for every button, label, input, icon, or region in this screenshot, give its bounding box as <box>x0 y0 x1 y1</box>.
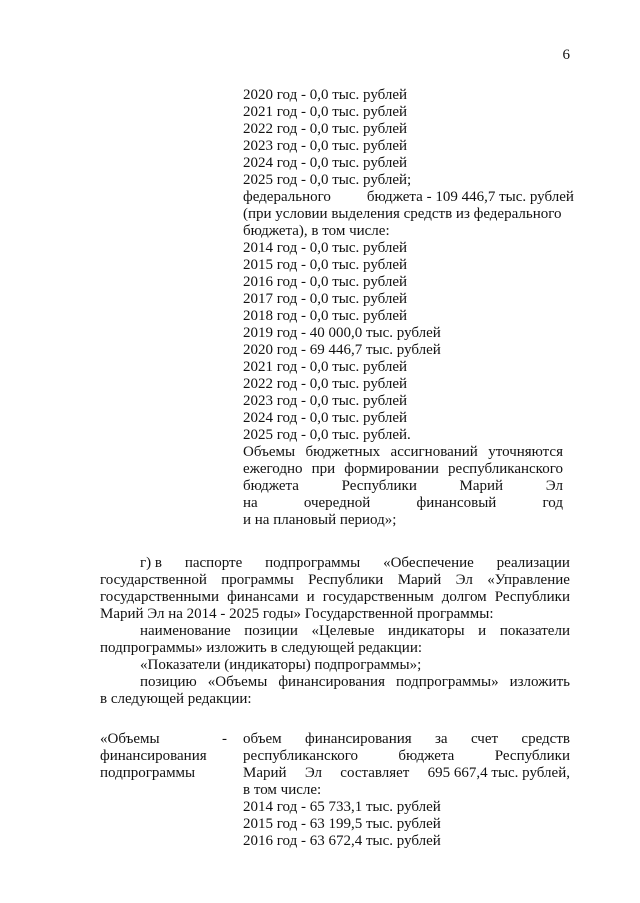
paragraph-line: «Показатели (индикаторы) подпрограммы»; <box>140 657 422 673</box>
note-line: бюджета Республики Марий Эл <box>243 478 563 494</box>
paragraph-line: позицию «Объемы финансирования подпрограммы» изложить <box>140 674 570 690</box>
list-item: 2020 год - 69 446,7 тыс. рублей <box>243 342 441 358</box>
top-year-list <box>243 87 574 529</box>
list-item: 2019 год - 40 000,0 тыс. рублей <box>243 325 441 341</box>
list-item: 2023 год - 0,0 тыс. рублей <box>243 138 408 154</box>
note-line: ежегодно при формировании республиканского <box>243 461 563 477</box>
list-item: 2017 год - 0,0 тыс. рублей <box>243 291 408 307</box>
list-item: 2025 год - 0,0 тыс. рублей; <box>243 172 412 188</box>
list-item: 2015 год - 0,0 тыс. рублей <box>243 257 408 273</box>
paragraph-line: государственными финансами и государственным долгом Республики <box>100 589 570 605</box>
table-left-cell <box>100 731 240 782</box>
list-item: 2018 год - 0,0 тыс. рублей <box>243 308 408 324</box>
table-cell-line: подпрограммы <box>100 765 196 781</box>
paragraph-g <box>100 555 570 708</box>
list-item: 2021 год - 0,0 тыс. рублей <box>243 359 408 375</box>
list-item: 2025 год - 0,0 тыс. рублей. <box>243 427 411 443</box>
list-item: 2024 год - 0,0 тыс. рублей <box>243 410 408 426</box>
federal-including-line: бюджета), в том числе: <box>243 223 390 239</box>
paragraph-line: подпрограммы» изложить в следующей редакции: <box>100 640 423 656</box>
list-item: 2014 год - 0,0 тыс. рублей <box>243 240 408 256</box>
paragraph-line: г) в паспорте подпрограммы «Обеспечение реализации <box>140 555 570 571</box>
note-line: на очередной финансовый год <box>243 495 563 511</box>
paragraph-line: Марий Эл на 2014 - 2025 годы» Государственной программы: <box>100 606 494 622</box>
list-item: 2022 год - 0,0 тыс. рублей <box>243 121 408 137</box>
table-cell-line: «Объемы <box>100 731 160 747</box>
list-item: 2014 год - 65 733,1 тыс. рублей <box>243 799 441 815</box>
table-cell-line: Марий Эл составляет 695 667,4 тыс. рублей, <box>243 765 570 781</box>
list-item: 2016 год - 0,0 тыс. рублей <box>243 274 408 290</box>
list-item: 2023 год - 0,0 тыс. рублей <box>243 393 408 409</box>
table-cell-line: республиканского бюджета Республики <box>243 748 570 764</box>
federal-budget-line: федерального бюджета - 109 446,7 тыс. рублей <box>243 189 574 205</box>
table-cell-line: в том числе: <box>243 782 322 798</box>
page-number: 6 <box>562 47 570 63</box>
note-line: и на плановый период»; <box>243 512 397 528</box>
paragraph-line: наименование позиции «Целевые индикаторы и показатели <box>140 623 570 639</box>
note-line: Объемы бюджетных ассигнований уточняются <box>243 444 563 460</box>
list-item: 2024 год - 0,0 тыс. рублей <box>243 155 408 171</box>
paragraph-line: государственной программы Республики Марий Эл «Управление <box>100 572 570 588</box>
table-cell-line: финансирования <box>100 748 207 764</box>
paragraph-line: в следующей редакции: <box>100 691 252 707</box>
list-item: 2020 год - 0,0 тыс. рублей <box>243 87 408 103</box>
table-right-cell <box>243 731 570 850</box>
list-item: 2016 год - 63 672,4 тыс. рублей <box>243 833 441 849</box>
federal-condition-line: (при условии выделения средств из федерального <box>243 206 562 222</box>
table-dash: - <box>222 731 227 747</box>
list-item: 2021 год - 0,0 тыс. рублей <box>243 104 408 120</box>
list-item: 2022 год - 0,0 тыс. рублей <box>243 376 408 392</box>
list-item: 2015 год - 63 199,5 тыс. рублей <box>243 816 441 832</box>
table-cell-line: объем финансирования за счет средств <box>243 731 570 747</box>
